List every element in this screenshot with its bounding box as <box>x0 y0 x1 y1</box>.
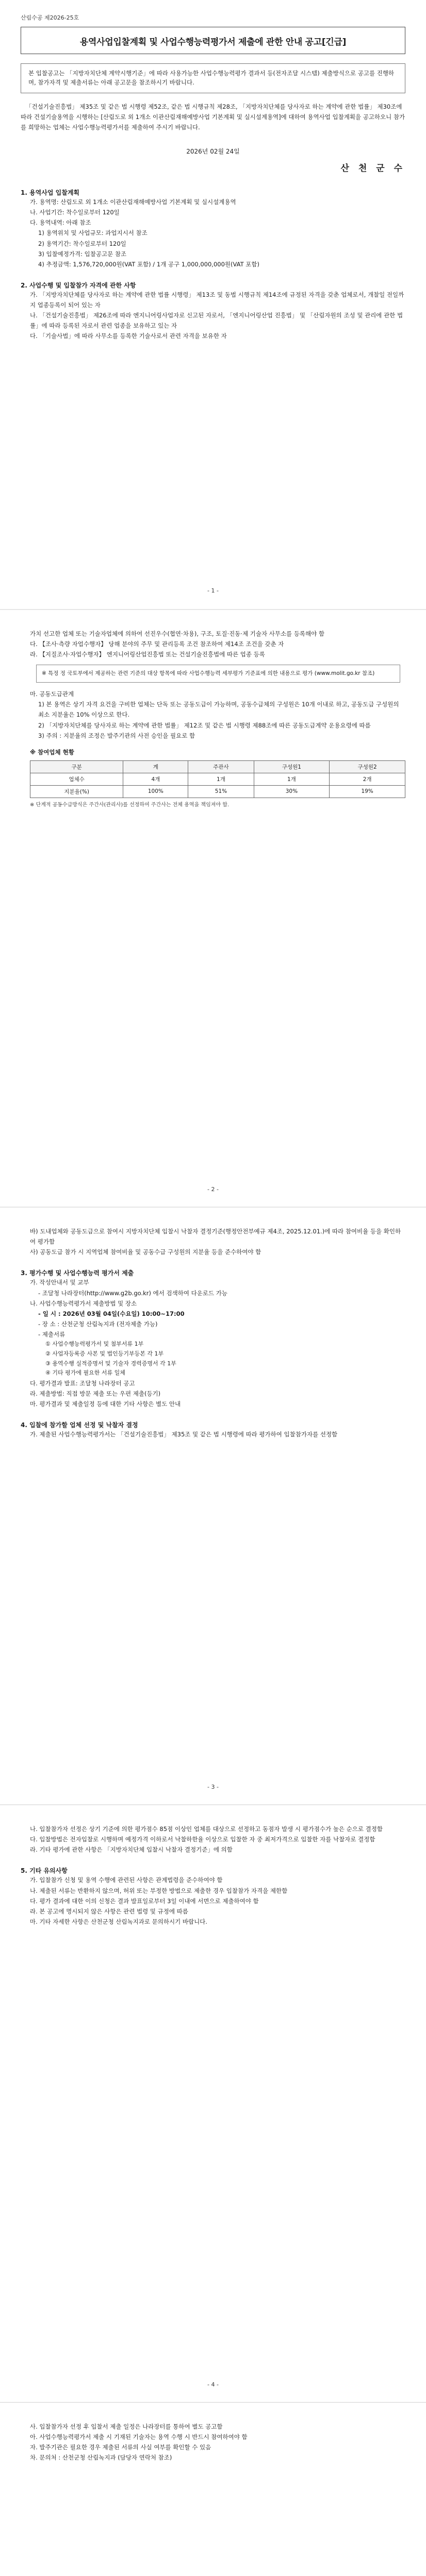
list-item: 가. 제출된 사업수행능력평가서는 「건설기술진흥법」 제35조 및 같은 법 시행령에 따라 평가하여 입찰참가자를 선정함 <box>30 1431 338 1438</box>
table-cell: 2개 <box>330 773 405 785</box>
document-page-2 <box>0 613 426 1206</box>
page-separator <box>0 1207 426 1208</box>
table-header: 구성원2 <box>330 760 405 773</box>
list-subitem: 1) 용역위치 및 사업규모: 과업지시서 참조 <box>38 229 148 237</box>
issuing-organization: 산 천 군 수 <box>340 163 405 174</box>
table-cell: 1개 <box>254 773 330 785</box>
list-item: 마. 기타 자세한 사항은 산천군청 산림녹지과로 문의하시기 바랍니다. <box>30 1918 207 1925</box>
list-item: 라. 본 공고에 명시되지 않은 사항은 관련 법령 및 규정에 따름 <box>30 1907 188 1915</box>
section-5-heading: 5. 기타 유의사항 <box>21 1867 68 1875</box>
table-cell: 51% <box>188 785 254 798</box>
list-item: 다. 입찰방법은 전자입찰로 시행하며 예정가격 이하로서 낙찰하한율 이상으로 입찰한 자 중 최저가격으로 입찰한 자를 낙찰자로 결정함 <box>30 1836 375 1843</box>
participation-table <box>30 760 405 798</box>
document-page-4 <box>0 1808 426 2401</box>
page-number: - 4 - <box>207 2381 219 2388</box>
list-item: 가. 「지방자치단체를 당사자로 하는 계약에 관한 법률 시행령」 제13조 및 동법 시행규칙 제14조에 규정된 자격을 갖춘 업체로서, 개찰일 전일까지 업종등록이 되어 있는 자 <box>30 291 404 309</box>
section-1-heading: 1. 용역사업 입찰계획 <box>21 189 80 196</box>
document-list-item: ② 사업자등록증 사본 및 법인등기부등본 각 1부 <box>45 1350 164 1357</box>
list-item: 라. 【지질조사·자업수행자】 엔지니어링산업진흥법 또는 건설기술진흥법에 따른 업종 등록 <box>30 651 265 658</box>
list-item: 나. 「건설기술진흥법」 제26조에 따라 엔지니어링사업자로 신고된 자로서, 「엔지니어링산업 진흥법」 및 「산림자원의 조성 및 관리에 관한 법률」에 따라 등록된 자로서 관련 업종을 보유하고 있는 자 <box>30 312 403 330</box>
doc-number: 산림수공 제2026-25호 <box>21 14 79 21</box>
list-item: 나. 제출된 서류는 반환하지 않으며, 허위 또는 부정한 방법으로 제출한 경우 입찰참가 자격을 제한함 <box>30 1887 288 1894</box>
list-subitem: - 제출서류 <box>38 1331 65 1338</box>
page-separator <box>0 2402 426 2403</box>
list-item: 차. 문의처 : 산천군청 산림녹지과 (담당자 연락처 참조) <box>30 2454 172 2462</box>
list-item: 다. 「기술사법」에 따라 사무소를 등록한 기술사로서 관련 자격을 보유한 자 <box>30 332 227 340</box>
list-item: 아. 사업수행능력평가서 제출 시 기재된 기술자는 용역 수행 시 반드시 참여하여야 함 <box>30 2433 248 2441</box>
list-subitem: - 일 시 : 2026년 03월 04일(수요일) 10:00~17:00 <box>38 1310 185 1317</box>
list-item: 나. 사업수행능력평가서 제출방법 및 장소 <box>30 1299 137 1307</box>
table-cell: 30% <box>254 785 330 798</box>
list-item: 라. 기타 평가에 관한 사항은 「지방자치단체 입찰시 낙찰자 결정기준」에 의함 <box>30 1846 233 1854</box>
document-list-item: ③ 용역수행 실적증명서 및 기술자 경력증명서 각 1부 <box>45 1360 176 1367</box>
table-row <box>30 785 405 798</box>
list-item: 나. 사업기간: 착수일로부터 120일 <box>30 209 120 216</box>
page-number: - 2 - <box>207 1186 219 1193</box>
table-header: 주관사 <box>188 760 254 773</box>
table-cell: 1개 <box>188 773 254 785</box>
list-subitem: 4) 추정금액: 1,576,720,000원(VAT 포함) / 1개 공구 1,000,000,000원(VAT 포함) <box>38 260 260 268</box>
section-3-heading: 3. 평가수행 및 사업수행능력 평가서 제출 <box>21 1269 134 1277</box>
table-cell: 4개 <box>123 773 188 785</box>
list-item: 자. 발주기관은 필요한 경우 제출된 서류의 사실 여부를 확인할 수 있음 <box>30 2444 211 2451</box>
table-title: ※ 참여업체 현황 <box>30 748 74 756</box>
document-list-item: ④ 기타 평가에 필요한 서류 일체 <box>45 1369 125 1377</box>
table-cell: 업체수 <box>30 773 123 785</box>
list-item: 다. 평가 결과에 대한 이의 신청은 결과 발표일로부터 3일 이내에 서면으로 제출하여야 함 <box>30 1897 259 1905</box>
intro-paragraph: 「건설기술진흥법」 제35조 및 같은 법 시행령 제52조, 같은 법 시행규칙 제28조, 「지방자치단체를 당사자로 하는 계약에 관한 법률」 제30조에 따라 건설기술용역을 시행하는 [산림도로 외 1개소 이관산림재해예방사업 기본계획 및 실시설계용역]에 대하여 용역사업 입찰계획을 공고하오니 참가를 희망하는 업체는 사업수행능력평가서를 제출하여 주시기 바랍니다. <box>21 103 405 131</box>
list-item: 다. 【조사·측량 자업수행자】 당해 분야의 주무 및 관리등록 조건 참조하여 제14조 조건을 갖춘 자 <box>30 640 284 648</box>
list-item: 사. 입찰참가자 선정 후 입찰서 제출 일정은 나라장터를 통하여 별도 공고함 <box>30 2423 223 2430</box>
list-item: 다. 용역내역: 아래 참조 <box>30 219 91 227</box>
list-subitem: - 장 소 : 산천군청 산림녹지과 (전자제출 가능) <box>38 1320 158 1328</box>
section-4-heading: 4. 입찰에 참가할 업체 선정 및 낙찰자 결정 <box>21 1421 138 1429</box>
document-page-5 <box>0 2406 426 2576</box>
table-header: 구분 <box>30 760 123 773</box>
page-number: - 1 - <box>207 587 219 594</box>
section-2-heading: 2. 사업수행 및 입찰참가 자격에 관한 사항 <box>21 281 136 289</box>
notice-box: 본 입찰공고는 「지방자치단체 계약시행기준」에 따라 사용가능한 사업수행능력평가 결과서 등(전자조달 시스템) 제출방식으로 공고를 진행하며, 참가자격 및 제출서류는 아래 공고문을 참조하시기 바랍니다. <box>21 63 405 93</box>
list-item: 가치 선고한 업체 또는 기술자업체에 의하여 선진우수(협연·차용), 구조, 토질·진동·제 기술자 사무소를 등록해야 함 <box>30 630 325 637</box>
table-note: ※ 단계적 공동수급방식은 주간사(관리사)를 선정하여 주간사는 전체 용역을 책임져야 함. <box>30 802 230 808</box>
list-item: 마. 평가결과 및 제출일정 등에 대한 기타 사항은 별도 안내 <box>30 1400 181 1408</box>
list-subitem: 3) 입찰예정가격: 입찰공고문 참조 <box>38 250 127 258</box>
table-row <box>30 773 405 785</box>
list-item: 가. 입찰참가 신청 및 용역 수행에 관련된 사항은 관계법령을 준수하여야 함 <box>30 1876 223 1884</box>
list-subitem: 1) 본 용역은 상기 자격 요건을 구비한 업체는 단독 또는 공동도급이 가능하며, 공동수급체의 구성원은 10개 이내로 하고, 공동도급 구성원의 최소 지분율은 10% 이상으로 한다. <box>38 701 399 719</box>
list-item: 마. 공동도급관계 <box>30 690 74 698</box>
list-item: 라. 제출방법: 직접 방문 제출 또는 우편 제출(등기) <box>30 1390 161 1397</box>
table-cell: 100% <box>123 785 188 798</box>
list-item: 나. 입찰참가자 선정은 상기 기준에 의한 평가점수 85점 이상인 업체를 대상으로 선정하고 동점자 발생 시 평가점수가 높은 순으로 결정함 <box>30 1825 383 1833</box>
list-subitem: - 조달청 나라장터(http://www.g2b.go.kr) 에서 검색하여 다운로드 가능 <box>38 1289 227 1297</box>
table-cell: 19% <box>330 785 405 798</box>
document-page-3 <box>0 1211 426 1803</box>
page-number: - 3 - <box>207 1784 219 1790</box>
document-title: 용역사업입찰계획 및 사업수행능력평가서 제출에 관한 안내 공고[긴급] <box>21 27 405 54</box>
list-subitem: 3) 주의 : 지분율의 조정은 발주기관의 사전 승인을 필요로 함 <box>38 732 195 739</box>
announcement-date: 2026년 02월 24일 <box>186 148 240 155</box>
list-item: 가. 작성안내서 및 교부 <box>30 1279 89 1286</box>
document-page-1 <box>0 0 426 608</box>
boxed-note: ※ 특정 정 국토부에서 제공하는 관련 기준의 대상 항목에 따라 사업수행능력 세부평가 기준표에 의한 내용으로 평가 (www.molit.go.kr 참조) <box>36 665 400 683</box>
page-separator <box>0 609 426 610</box>
table-header: 구성원1 <box>254 760 330 773</box>
page-separator <box>0 1804 426 1805</box>
list-item: 가. 용역명: 산림도로 외 1개소 이관산림재해예방사업 기본계획 및 실시설계용역 <box>30 198 236 206</box>
list-item: 다. 평가결과 발표: 조달청 나라장터 공고 <box>30 1379 135 1387</box>
table-cell: 지분율(%) <box>30 785 123 798</box>
list-subitem: 2) 「지방자치단체를 당사자로 하는 계약에 관한 법률」 제12조 및 같은 법 시행령 제88조에 따른 공동도급계약 운용요령에 따름 <box>38 721 371 729</box>
table-header: 계 <box>123 760 188 773</box>
list-subitem: 2) 용역기간: 착수일로부터 120일 <box>38 240 126 247</box>
document-list-item: ① 사업수행능력평가서 및 첨부서류 1부 <box>45 1341 144 1348</box>
list-item: 바) 도내업체와 공동도급으로 참여시 지방자치단체 입찰시 낙찰자 결정기준(행정안전부예규 제4조, 2025.12.01.)에 따라 참여비율 등을 확인하여 평가함 <box>30 1228 401 1246</box>
list-item: 사) 공동도급 참가 시 지역업체 참여비율 및 공동수급 구성원의 지분율 등을 준수하여야 함 <box>30 1248 261 1256</box>
